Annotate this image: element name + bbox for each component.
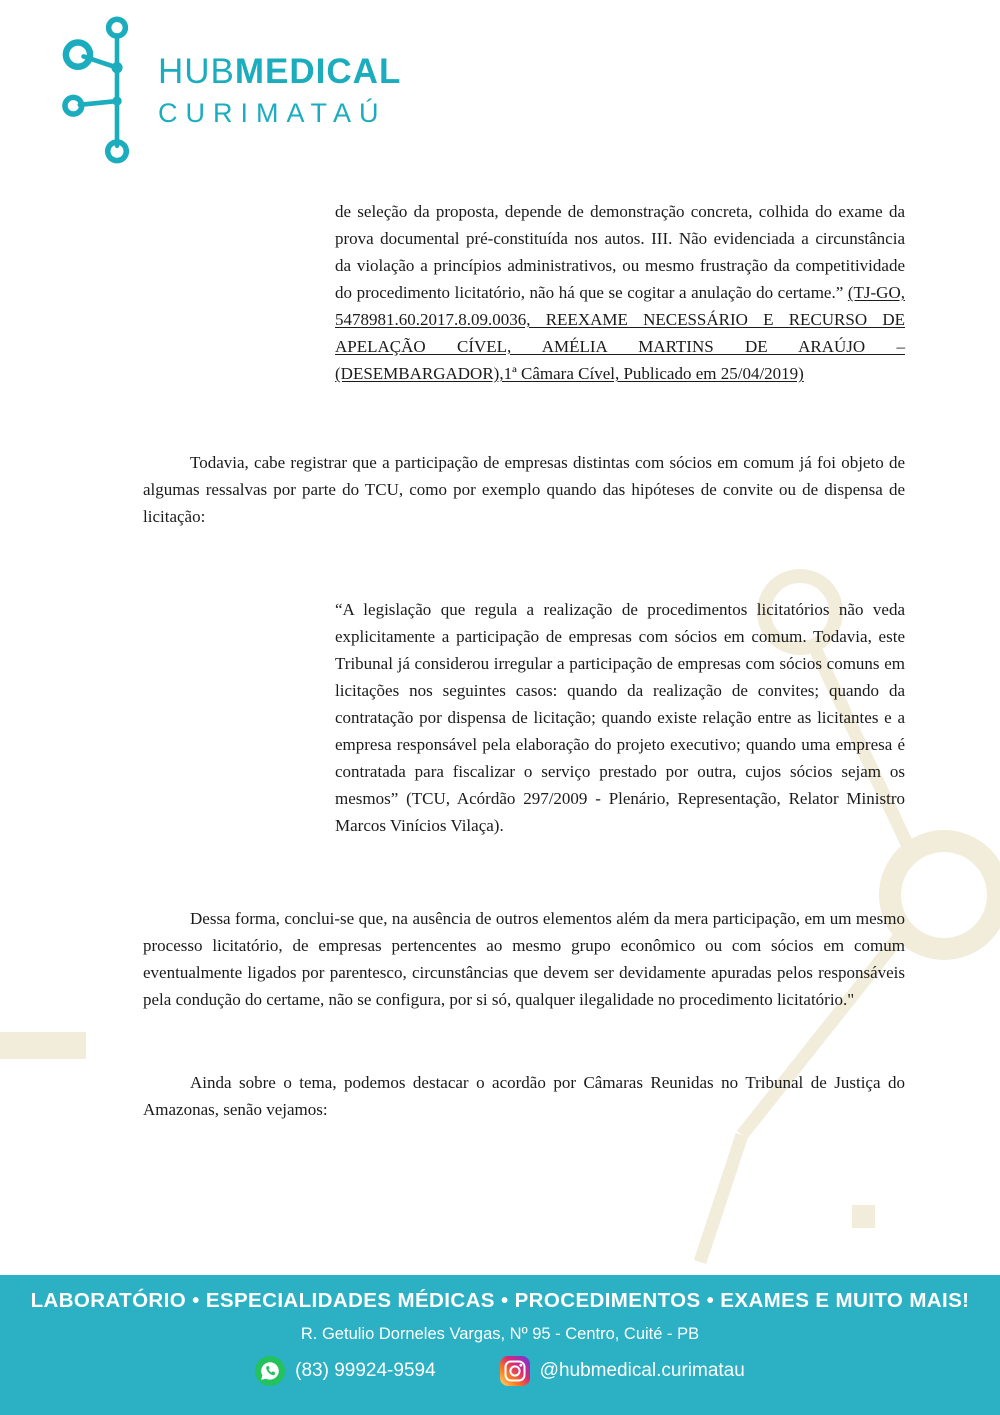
document-body: [143, 198, 905, 1123]
quote-tcu: “A legislação que regula a realização de procedimentos licitatórios não veda explicitamente a participação de empresas com sócios em comum. Todavia, este Tribunal já considerou irregular a participação de empresas com sócios comuns em licitações nos seguintes casos: quando da realização de convites; quando da contratação por dispensa de licitação; quando existe relação entre as licitantes e a empresa responsável pela elaboração do projeto executivo; quando uma empresa é contratada para fiscalizar o serviço prestado por outra, cujos sócios sejam os mesmos” (TCU, Acórdão 297/2009 - Plenário, Representação, Relator Ministro Marcos Vinícios Vilaça).: [335, 600, 905, 835]
footer-phone: (83) 99924-9594: [295, 1360, 436, 1381]
footer-address: R. Getulio Dorneles Vargas, Nº 95 - Centro, Cuité - PB: [300, 1325, 700, 1343]
hubmedical-logo: [158, 10, 401, 129]
brand-medical: MEDICAL: [234, 52, 402, 91]
molecule-icon: [56, 10, 152, 168]
footer-instagram-handle: @hubmedical.curimatau: [539, 1360, 745, 1381]
paragraph-dessa-forma: Dessa forma, conclui-se que, na ausência de outros elementos além da mera participação, em um mesmo processo licitatório, de empresas pertencentes ao mesmo grupo econômico ou com sócios em comum eventualmente ligados por parentesco, circunstâncias que devem ser devidamente apuradas pelos responsáveis pela condução do certame, não se configura, por si só, qualquer ilegalidade no procedimento licitatório.": [143, 909, 905, 1009]
brand-name: [158, 54, 401, 89]
instagram-icon: [500, 1356, 530, 1386]
brand-curimatau: CURIMATAÚ: [158, 98, 387, 128]
footer-services-line: LABORATÓRIO • ESPECIALIDADES MÉDICAS • PROCEDIMENTOS • EXAMES E MUITO MAIS!: [30, 1289, 970, 1312]
paragraph-ainda-sobre: Ainda sobre o tema, podemos destacar o acordão por Câmaras Reunidas no Tribunal de Justiça do Amazonas, senão vejamos:: [143, 1073, 905, 1119]
quote-tjgo-citation: (TJ-GO, 5478981.60.2017.8.09.0036, REEXAME NECESSÁRIO E RECURSO DE APELAÇÃO CÍVEL, AMÉLIA MARTINS DE ARAÚJO – (DESEMBARGADOR),1ª Câmara Cível, Publicado em 25/04/2019): [335, 283, 905, 383]
letterhead: [56, 10, 401, 168]
whatsapp-contact: [255, 1356, 436, 1386]
footer-contacts: [0, 1356, 1000, 1386]
quote-tjgo: [335, 198, 905, 387]
paragraph-todavia: Todavia, cabe registrar que a participação de empresas distintas com sócios em comum já foi objeto de algumas ressalvas por parte do TCU, como por exemplo quando das hipóteses de convite ou de dispensa de licitação:: [143, 453, 905, 526]
instagram-contact: [500, 1356, 745, 1386]
brand-hub: HUB: [158, 52, 235, 91]
footer-banner: [0, 1275, 1000, 1415]
quote-tjgo-text: de seleção da proposta, depende de demonstração concreta, colhida do exame da prova documental pré-constituída nos autos. III. Não evidenciada a circunstância da violação a princípios administrativos, ou mesmo frustração da competitividade do procedimento licitatório, não há que se cogitar a anulação do certame.”: [335, 202, 905, 302]
whatsapp-icon: [255, 1356, 285, 1386]
